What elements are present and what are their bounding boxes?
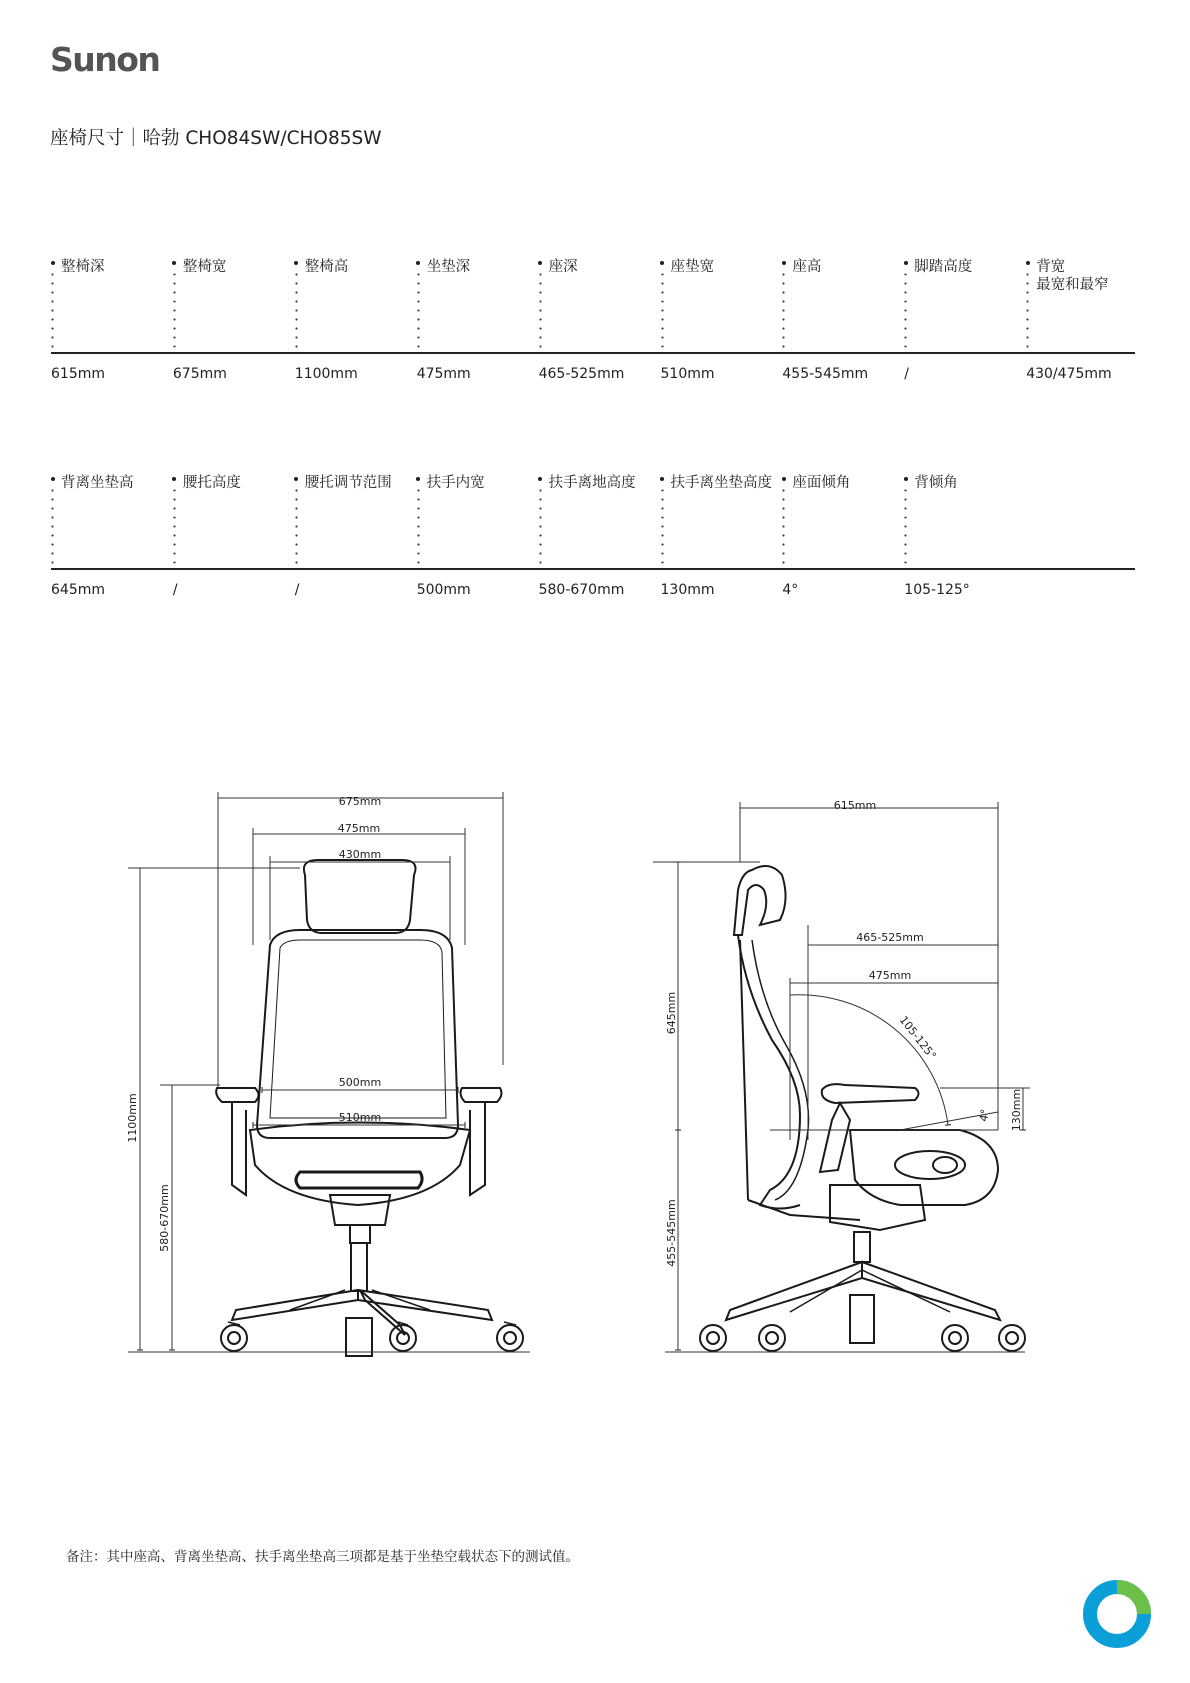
side-dim-back-height: 645mm — [665, 991, 678, 1035]
front-dim-back-width: 430mm — [338, 848, 382, 861]
table1-value-4: 465-525mm — [538, 366, 625, 382]
table2-header-3-line-0: 扶手内宽 — [426, 475, 485, 491]
side-dim-seat-depth-range: 465-525mm — [856, 931, 924, 944]
table2-header-1-line-0: 腰托高度 — [182, 475, 241, 491]
table1-value-6: 455-545mm — [782, 366, 869, 382]
table1-value-2: 1100mm — [294, 366, 358, 382]
side-dim-seat-angle: 4° — [977, 1108, 993, 1123]
side-dim-back-angle: 105-125° — [896, 1013, 939, 1063]
table2-value-3: 500mm — [416, 582, 471, 598]
table2-header-7-line-0: 背倾角 — [914, 475, 958, 491]
table1-value-1: 675mm — [172, 366, 227, 382]
page-subtitle: 座椅尺寸｜哈勃 CHO84SW/CHO85SW — [50, 128, 382, 149]
table1-value-7: / — [904, 366, 910, 382]
table2-value-2: / — [294, 582, 300, 598]
side-dim-overall-depth: 615mm — [833, 799, 877, 812]
table2-header-4-line-0: 扶手离地高度 — [548, 475, 636, 491]
table1-header-3-line-0: 坐垫深 — [426, 259, 471, 275]
table1-value-0: 615mm — [51, 366, 105, 382]
front-dim-seat-width: 510mm — [338, 1111, 382, 1124]
front-dim-seat-depth: 475mm — [337, 822, 381, 835]
table1-header-4-line-0: 座深 — [548, 259, 578, 275]
side-dim-seat-height: 455-545mm — [665, 1199, 678, 1267]
table1-header-8-line-0: 背宽 — [1036, 259, 1066, 275]
table1-header-0-line-0: 整椅深 — [61, 259, 105, 275]
brand-badge-icon — [1090, 1587, 1144, 1641]
table1-header-5-line-0: 座垫宽 — [670, 259, 714, 275]
table2-value-0: 645mm — [51, 582, 105, 598]
table1-header-2-line-0: 整椅高 — [304, 259, 349, 275]
table2-value-5: 130mm — [660, 582, 715, 598]
front-dim-overall-height: 1100mm — [126, 1093, 139, 1143]
brand-logo: Sunon — [50, 40, 160, 79]
table2-header-5-line-0: 扶手离坐垫高度 — [670, 475, 772, 491]
table2-header-0-line-0: 背离坐垫高 — [61, 475, 134, 491]
table1-header-8-line-1: 最宽和最窄 — [1036, 277, 1109, 293]
table1-value-5: 510mm — [660, 366, 715, 382]
side-dim-armrest-above-seat: 130mm — [1010, 1088, 1023, 1132]
table1-value-3: 475mm — [416, 366, 471, 382]
table1-header-1-line-0: 整椅宽 — [182, 259, 227, 275]
table1-header-7-line-0: 脚踏高度 — [914, 259, 973, 275]
table1-header-6-line-0: 座高 — [792, 259, 822, 275]
table2-header-2-line-0: 腰托调节范围 — [304, 475, 392, 491]
table2-header-6-line-0: 座面倾角 — [792, 475, 851, 491]
table2-value-4: 580-670mm — [538, 582, 625, 598]
footnote: 备注：其中座高、背离坐垫高、扶手离坐垫高三项都是基于坐垫空载状态下的测试值。 — [66, 1549, 579, 1565]
side-dim-cushion-depth: 475mm — [868, 969, 912, 982]
table2-value-6: 4° — [782, 582, 799, 598]
front-view — [216, 860, 523, 1356]
front-dim-overall-width: 675mm — [338, 795, 382, 808]
table2-value-1: / — [172, 582, 178, 598]
front-dim-armrest-height: 580-670mm — [158, 1184, 171, 1252]
front-dim-armrest-inner: 500mm — [338, 1076, 382, 1089]
table1-value-8: 430/475mm — [1026, 366, 1112, 382]
table2-value-7: 105-125° — [904, 582, 970, 598]
